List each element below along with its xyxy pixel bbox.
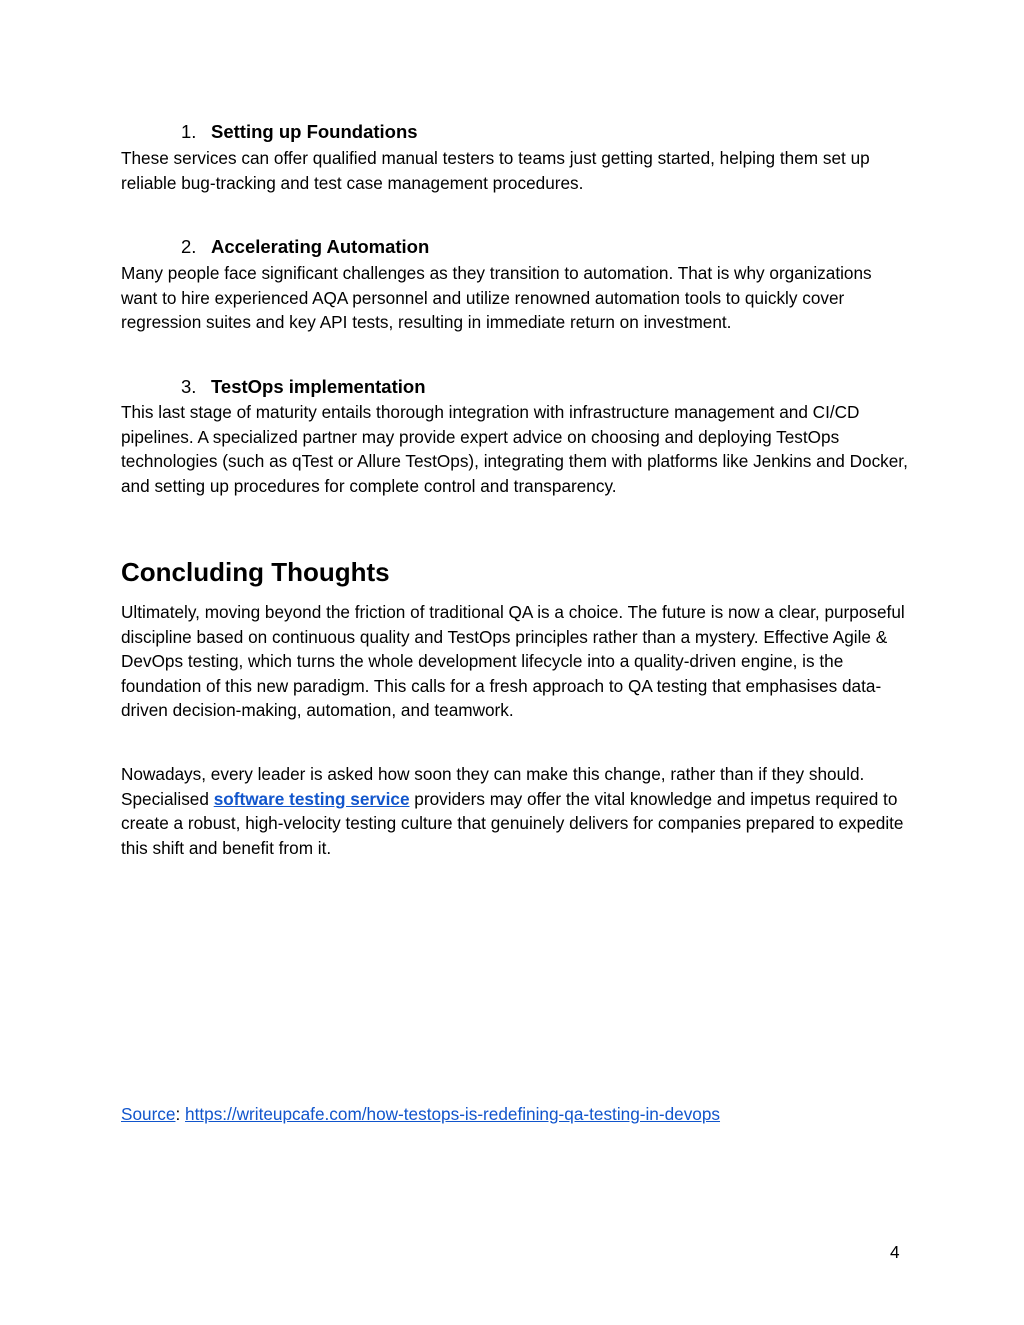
conclusion-paragraph-2 xyxy=(121,762,911,860)
section-3-body: This last stage of maturity entails thorough integration with infrastructure management and CI/CD pipelines. A specialized partner may provide expert advice on choosing and deploying TestOps technologies (such as qTest or Allure TestOps), integrating them with platforms like Jenkins and Docker, and setting up procedures for complete control and transparency. xyxy=(121,402,908,496)
page-number: 4 xyxy=(890,1242,900,1262)
source-line xyxy=(121,1102,720,1126)
section-1-body: These services can offer qualified manual testers to teams just getting started, helping them set up reliable bug-tracking and test case management procedures. xyxy=(121,148,870,193)
section-2-body: Many people face significant challenges as they transition to automation. That is why organizations want to hire experienced AQA personnel and utilize renowned automation tools to quickly cover regression suites and key API tests, resulting in immediate return on investment. xyxy=(121,263,872,332)
source-separator: : xyxy=(175,1104,186,1124)
list-item-1 xyxy=(181,120,418,144)
list-number: 3. xyxy=(181,376,197,397)
conclusion-paragraph-1: Ultimately, moving beyond the friction of traditional QA is a choice. The future is now a clear, purposeful discipline based on continuous quality and TestOps principles rather than a mystery. Effective Agile & DevOps testing, which turns the whole development lifecycle into a quality-driven engine, is the foundation of this new paradigm. This calls for a fresh approach to QA testing that emphasises data-driven decision-making, automation, and teamwork. xyxy=(121,602,905,720)
list-title: Setting up Foundations xyxy=(211,121,418,142)
list-item-2 xyxy=(181,235,429,259)
software-testing-service-link[interactable]: software testing service xyxy=(213,788,410,809)
list-item-3 xyxy=(181,375,426,399)
paragraph-text: Nowadays, every leader is asked how soon they can make this change, rather than if they should. Specialised xyxy=(121,764,865,809)
source-url-link[interactable]: https://writeupcafe.com/how-testops-is-redefining-qa-testing-in-devops xyxy=(185,1104,721,1124)
list-title: Accelerating Automation xyxy=(211,236,430,257)
paragraph-text: providers may offer the vital knowledge and impetus required to create a robust, high-velocity testing culture that genuinely delivers for companies prepared to expedite this shift and benefit from it. xyxy=(121,788,904,858)
section-heading: Concluding Thoughts xyxy=(121,557,390,587)
source-label-link[interactable]: Source xyxy=(121,1104,176,1124)
list-number: 1. xyxy=(181,121,197,142)
list-number: 2. xyxy=(181,236,197,257)
list-title: TestOps implementation xyxy=(211,376,426,397)
